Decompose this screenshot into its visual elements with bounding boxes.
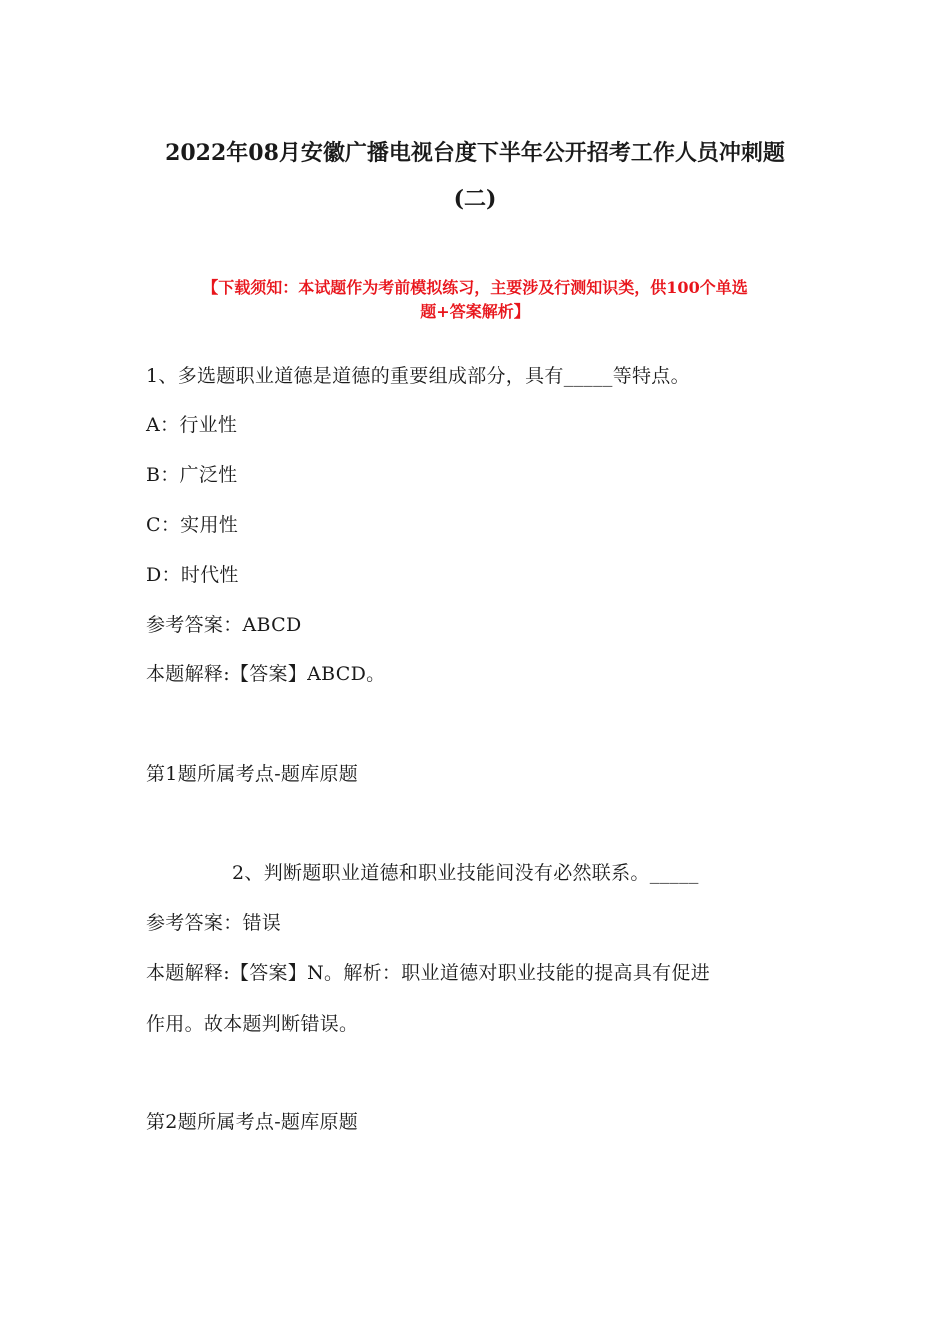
question-1-stem: 1、多选题职业道德是道德的重要组成部分，具有_____等特点。 — [146, 365, 690, 387]
question-1-option-c: C：实用性 — [146, 514, 239, 536]
document-title-subtitle: (二) — [453, 186, 497, 212]
question-2-source: 第2题所属考点-题库原题 — [146, 1111, 359, 1133]
question-1-answer: 参考答案：ABCD — [146, 614, 302, 636]
question-1-explanation: 本题解释:【答案】ABCD。 — [146, 663, 386, 685]
question-1-source: 第1题所属考点-题库原题 — [146, 763, 359, 785]
question-1-option-b: B：广泛性 — [146, 464, 238, 486]
download-notice: 【下载须知：本试题作为考前模拟练习，主要涉及行测知识类，供100个单选 — [202, 278, 748, 297]
question-2-explanation: 本题解释:【答案】N。解析：职业道德对职业技能的提高具有促进 — [146, 962, 711, 984]
question-2-explanation-continued: 作用。故本题判断错误。 — [146, 1013, 359, 1035]
question-2-answer: 参考答案：错误 — [146, 912, 282, 934]
download-notice-continued: 题+答案解析】 — [420, 302, 530, 321]
document-title: 2022年08月安徽广播电视台度下半年公开招考工作人员冲刺题 — [165, 140, 785, 166]
question-1-option-d: D：时代性 — [146, 564, 239, 586]
question-2-stem: 2、判断题职业道德和职业技能间没有必然联系。_____ — [232, 862, 699, 884]
question-1-option-a: A：行业性 — [146, 414, 238, 436]
